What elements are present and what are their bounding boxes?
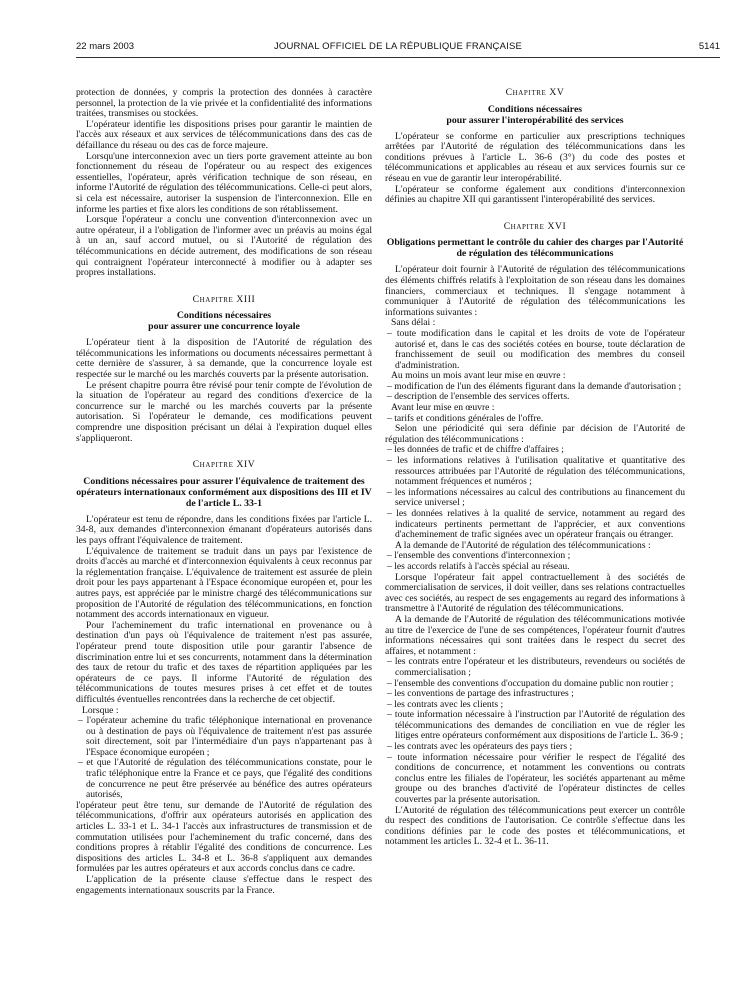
list-item: – les conventions de partage des infrastructures ; — [387, 688, 574, 700]
header-rule — [76, 57, 720, 58]
list-item: – les accords relatifs à l'accès spécial au réseau. — [387, 560, 570, 572]
chapter-title-15 — [385, 104, 685, 126]
list-item: – toute information nécessaire à l'instruction par l'Autorité de régulation des télécommunications des demandes de conciliation en vue de régler les litiges entre opérateurs conformément aux dispositions de l'article L. 36-9 ; — [387, 709, 685, 742]
page-header — [76, 41, 720, 55]
list-item: – toute modification dans le capital et les droits de vote de l'opérateur autorisé et, dans le cas des sociétés cotées en bourse, toute déclaration de franchissement de seuil ou modification des membres du conseil d'administration. — [387, 327, 685, 371]
paragraph: Lorsque l'opérateur a conclu une convention d'interconnexion avec un autre opérateur, il a l'obligation de l'informer avec un préavis au moins égal à un an, sauf accord mutuel, ou si l'Autorité de régulation des télécommunications en décide autrement, des modifications de son réseau qui contraignent l'opérateur interconnecté à modifier ou à adapter ses propres installations. — [76, 214, 372, 279]
chapter-title-line: pour assurer l'interopérabilité des services — [446, 114, 624, 126]
list-item: – toute information nécessaire pour vérifier le respect de l'égalité des conditions de concurrence, et notamment les conventions ou contrats conclus entre les filiales de l'opérateur, les sociétés appartenant au même groupe ou des branches d'activité de l'opérateur distinctes de celles couvertes par la présente autorisation. — [387, 751, 685, 806]
paragraph: A la demande de l'Autorité de régulation des télécommunications motivée au titre de l'exercice de l'une de ses compétences, l'opérateur fournit d'autres informations nécessaires qui sont traitées dans le respect du secret des affaires, et notamment : — [385, 613, 685, 657]
chapter-title-16: Obligations permettant le contrôle du cahier des charges par l'Autorité de régulation des télécommunications — [386, 237, 684, 260]
paragraph: protection de données, y compris la protection des données à caractère personnel, la protection de la vie privée et la confidentialité des informations traitées, transmises ou stockées. — [76, 87, 372, 120]
paragraph: L'opérateur est tenu de répondre, dans les conditions fixées par l'article L. 34-8, aux demandes d'interconnexion émanant d'opérateurs autorisés dans les pays offrant l'équivalence de traitement. — [76, 513, 372, 546]
list-intro: A la demande de l'Autorité de régulation des télécommunications : — [395, 539, 651, 551]
chapter-heading-15: Chapitre XV — [505, 87, 565, 98]
list-item: – description de l'ensemble des services offerts. — [387, 391, 570, 403]
left-column — [76, 88, 372, 896]
list-item: – l'ensemble des conventions d'interconnexion ; — [387, 550, 571, 562]
paragraph: L'équivalence de traitement se traduit dans un pays par l'existence de droits d'accès au marché et d'interconnexion équivalents à ceux reconnus par la réglementation française. L'équivalence de traitement est assurée de plein droit pour les pays appartenant à l'Espace économique européen et, pour les autres pays, est appréciée par le ministre chargé des télécommunications sur proposition de l'Autorité de régulation des télécommunications, en fonction notamment des accords internationaux en vigueur. — [76, 545, 372, 621]
chapter-heading-14: Chapitre XIV — [192, 459, 256, 471]
list-item: – l'ensemble des conventions d'occupation du domaine public non routier ; — [387, 677, 674, 689]
list-item: – et que l'Autorité de régulation des télécommunications constate, pour le trafic téléphonique entre la France et ce pays, que l'égalité des conditions de concurrence ne peut être préservée au bénéfice des autres opérateurs autorisés, — [78, 757, 372, 801]
paragraph: Lorsqu'une interconnexion avec un tiers porte gravement atteinte au bon fonctionnement du réseau de l'opérateur ou au respect des exigences essentielles, l'opérateur, après vérification technique de son réseau, en informe l'Autorité de régulation des télécommunications. Celle-ci peut alors, si cela est nécessaire, autoriser la suspension de l'interconnexion. Elle en informe les parties et fixe alors les conditions de son rétablissement. — [76, 150, 372, 215]
paragraph: L'opérateur identifie les dispositions prises pour garantir le maintien de l'accès aux réseaux et aux services de télécommunications dans des cas de défaillance du réseau ou des cas de force majeure. — [76, 118, 372, 151]
list-item: – les contrats entre l'opérateur et les distributeurs, revendeurs ou sociétés de commercialisation ; — [387, 656, 685, 678]
list-item: – les informations nécessaires au calcul des contributions au financement du service universel ; — [387, 486, 685, 509]
list-item: – les contrats avec les clients ; — [387, 698, 504, 710]
right-column — [385, 88, 685, 848]
paragraph: L'opérateur se conforme également aux conditions d'interconnexion définies au chapitre XII qui garantissent l'interopérabilité des services. — [385, 183, 685, 206]
paragraph: L'opérateur se conforme en particulier aux prescriptions techniques arrêtées par l'Autorité de régulation des télécommunications dans les conditions prévues à l'article L. 36-6 (3°) du code des postes et télécommunications et applicables au réseau et aux services fournis sur ce réseau en vue de garantir leur interopérabilité. — [385, 130, 685, 184]
chapter-title-line: Conditions nécessaires — [176, 310, 272, 322]
paragraph: l'opérateur peut être tenu, sur demande de l'Autorité de régulation des télécommunications, d'offrir aux opérateurs autorisés en application des articles L. 33-1 et L. 34-1 l'accès aux infrastructures de transmission et de commutation utilisées pour l'acheminement du trafic concerné, dans des conditions propres à rétablir l'égalité des conditions de concurrence. Les dispositions des articles L. 34-8 et L. 36-8 s'appliquent aux demandes formulées par les autres opérateurs et aux accords conclus dans ce cadre. — [76, 799, 372, 875]
list-item: – les données relatives à la qualité de service, notamment au regard des indicateurs pertinents permettant de l'apprécier, et aux conventions d'acheminement de trafic signées avec un opérateur français ou étranger. — [387, 508, 685, 541]
list-intro: Au moins un mois avant leur mise en œuvre : — [391, 370, 566, 382]
header-date: 22 mars 2003 — [76, 41, 135, 52]
list-item: – l'opérateur achemine du trafic téléphonique international en provenance ou à destination de pays où l'équivalence de traitement n'est pas assurée soit directement, soit par l'intermédiaire d'un pays n'appartenant pas à l'Espace économique européen ; — [78, 715, 372, 758]
list-intro: Lorsque : — [82, 704, 119, 716]
chapter-heading-13: Chapitre XIII — [192, 293, 256, 305]
paragraph: Pour l'acheminement du trafic international en provenance ou à destination d'un pays où l'équivalence de traitement n'est pas assurée, l'opérateur prend toute disposition utile pour garantir l'absence de discrimination entre lui et ses concurrents, notamment dans la détermination des taux de retour du trafic et des taxes de répartition appliquées par les opérateurs de ce pays. Il informe l'Autorité de régulation des télécommunications de toutes mesures prises à cet effet et de toutes difficultés éventuelles rencontrées dans la recherche de cet objectif. — [76, 619, 372, 705]
paragraph: Le présent chapitre pourra être révisé pour tenir compte de l'évolution de la situation de l'opérateur au regard des conditions d'exercice de la concurrence sur le marché ou les marchés couverts par la présente autorisation. Si l'opérateur le demande, ces modifications peuvent comprendre une disposition précisant un délai à l'expiration duquel elles s'appliqueront. — [76, 379, 372, 444]
list-intro: Sans délai : — [391, 317, 436, 329]
list-intro: Selon une périodicité qui sera définie par décision de l'Autorité de régulation des télécommunications : — [385, 423, 685, 445]
paragraph: L'application de la présente clause s'effectue dans le respect des engagements internationaux souscrits par la France. — [76, 874, 372, 896]
list-item: – les données de trafic et de chiffre d'affaires ; — [387, 444, 564, 456]
paragraph: Lorsque l'opérateur fait appel contractuellement à des sociétés de commercialisation de services, il doit veiller, dans ses relations contractuelles avec ces sociétés, au respect de ses engagements au regard des informations à transmettre à l'Autorité de régulation des télécommunications. — [385, 571, 685, 615]
paragraph: L'opérateur doit fournir à l'Autorité de régulation des télécommunications des éléments chiffrés relatifs à l'exploitation de son réseau dans les domaines financiers, commerciaux et techniques. Il s'engage notamment à communiquer à l'Autorité de régulation des télécommunications les informations suivantes : — [385, 264, 685, 318]
chapter-title-13 — [76, 310, 372, 332]
page-number: 5141 — [698, 41, 720, 52]
paragraph: L'Autorité de régulation des télécommunications peut exercer un contrôle du respect des conditions de l'autorisation. Ce contrôle s'effectue dans les conditions définies par le code des postes et télécommunications, et notamment les articles L. 32-4 et L. 36-11. — [385, 804, 685, 848]
paragraph: L'opérateur tient à la disposition de l'Autorité de régulation des télécommunications les informations ou documents nécessaires permettant à cette dernière de s'assurer, à sa demande, que la concurrence loyale est respectée sur le marché ou les marchés couverts par la présente autorisation. — [76, 337, 372, 381]
chapter-title-14: Conditions nécessaires pour assurer l'équivalence de traitement des opérateurs internationaux conformément aux dispositions des III et IV de l'article L. 33-1 — [76, 475, 372, 509]
journal-title: JOURNAL OFFICIEL DE LA RÉPUBLIQUE FRANÇAISE — [273, 41, 523, 52]
list-item: – modification de l'un des éléments figurant dans la demande d'autorisation ; — [387, 380, 682, 392]
list-item: – les informations relatives à l'utilisation qualitative et quantitative des ressources attribuées par l'Autorité de régulation des télécommunications, notamment fréquences et numéros ; — [387, 455, 685, 488]
list-item: – les contrats avec les opérateurs des pays tiers ; — [387, 741, 573, 753]
chapter-title-line: Conditions nécessaires — [487, 103, 583, 115]
chapter-title-line: pour assurer une concurrence loyale — [148, 321, 300, 333]
list-item: – tarifs et conditions générales de l'offre. — [387, 412, 544, 424]
list-intro: Avant leur mise en œuvre : — [391, 402, 495, 414]
chapter-heading-16: Chapitre XVI — [503, 220, 567, 232]
